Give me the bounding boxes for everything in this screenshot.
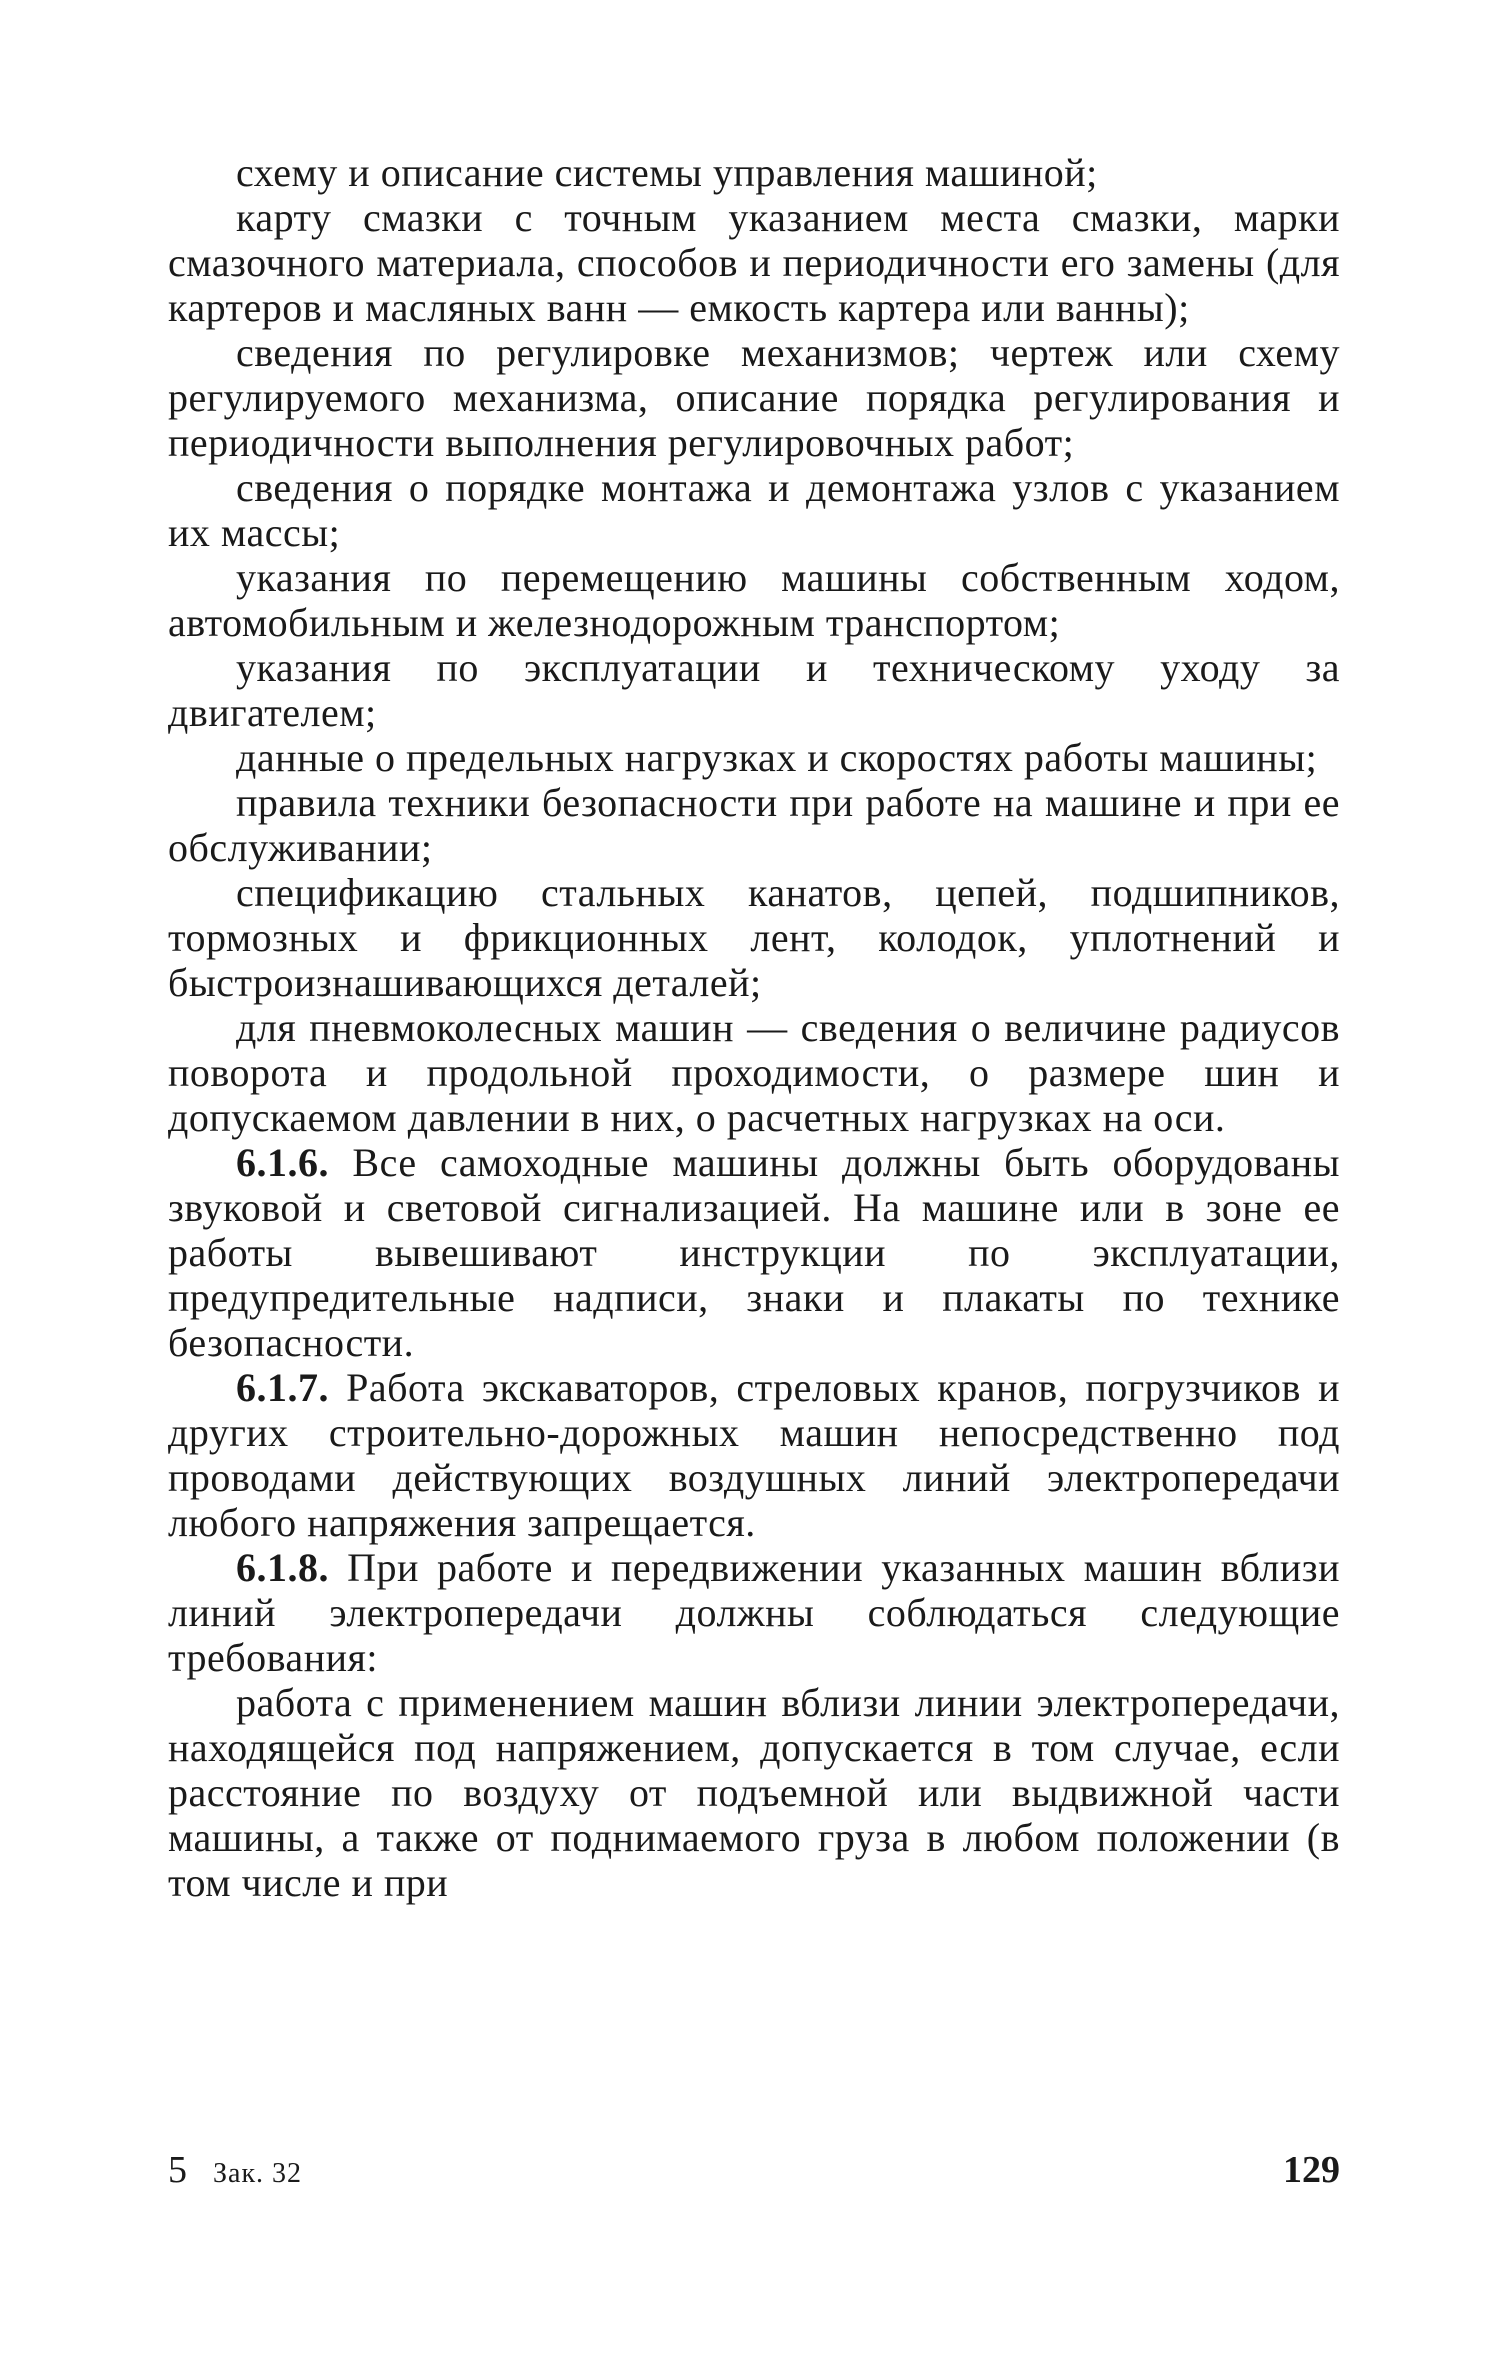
order-number: Зак. 32 <box>213 2158 303 2189</box>
page-body <box>168 150 1340 1905</box>
paragraph <box>168 465 1340 555</box>
paragraph <box>168 645 1340 735</box>
paragraph-text: указания по перемещению машины собственным ходом, автомобильным и железнодорожным транспортом; <box>168 555 1340 645</box>
paragraph-text: Работа экскаваторов, стреловых кранов, погрузчиков и других строительно-дорожных машин непосредственно под проводами действующих воздушных линий электропередачи любого напряжения запрещается. <box>168 1365 1341 1545</box>
paragraph <box>168 555 1340 645</box>
paragraph-text: сведения о порядке монтажа и демонтажа узлов с указанием их массы; <box>168 465 1340 555</box>
paragraph-text: правила техники безопасности при работе на машине и при ее обслуживании; <box>168 780 1340 870</box>
paragraph-text: работа с применением машин вблизи линии электропередачи, находящейся под напряжением, допускается в том случае, если расстояние по воздуху от подъемной или выдвижной части машины, а также от поднимаемого груза в любом положении (в том числе и при <box>168 1680 1340 1905</box>
paragraph-text: указания по эксплуатации и техническому уходу за двигателем; <box>168 645 1340 735</box>
clause-number: 6.1.6. <box>236 1140 329 1185</box>
paragraph-text: Все самоходные машины должны быть оборудованы звуковой и световой сигнализацией. На машине или в зоне ее работы вывешивают инструкции по эксплуатации, предупредительные надписи, знаки и плакаты по технике безопасности. <box>168 1140 1341 1365</box>
paragraph-text: При работе и передвижении указанных машин вблизи линий электропередачи должны соблюдаться следующие требования: <box>168 1545 1340 1680</box>
paragraph-text: схему и описание системы управления машиной; <box>236 150 1098 195</box>
paragraph <box>168 1005 1340 1140</box>
paragraph <box>168 1680 1340 1905</box>
paragraph <box>168 150 1340 195</box>
paragraph-text: сведения по регулировке механизмов; чертеж или схему регулируемого механизма, описание порядка регулирования и периодичности выполнения регулировочных работ; <box>168 330 1340 465</box>
paragraph <box>168 195 1340 330</box>
page-number: 129 <box>1283 2149 1340 2191</box>
paragraph-text: данные о предельных нагрузках и скоростях работы машины; <box>236 735 1318 780</box>
paragraph-text: карту смазки с точным указанием места смазки, марки смазочного материала, способов и периодичности его замены (для картеров и масляных ванн — емкость картера или ванны); <box>168 195 1340 330</box>
clause-6-1-7 <box>168 1365 1340 1545</box>
signature-mark: 5 <box>168 2149 187 2191</box>
clause-6-1-6 <box>168 1140 1340 1365</box>
clause-number: 6.1.8. <box>236 1545 329 1590</box>
page-footer <box>168 2148 1340 2198</box>
paragraph <box>168 735 1340 780</box>
paragraph <box>168 330 1340 465</box>
paragraph-text: спецификацию стальных канатов, цепей, подшипников, тормозных и фрикционных лент, колодок, уплотнений и быстроизнашивающихся деталей; <box>168 870 1340 1005</box>
clause-number: 6.1.7. <box>236 1365 329 1410</box>
footer-left <box>168 2148 302 2192</box>
paragraph <box>168 780 1340 870</box>
paragraph-text: для пневмоколесных машин — сведения о величине радиусов поворота и продольной проходимости, о размере шин и допускаемом давлении в них, о расчетных нагрузках на оси. <box>168 1005 1340 1140</box>
paragraph <box>168 870 1340 1005</box>
clause-6-1-8 <box>168 1545 1340 1680</box>
